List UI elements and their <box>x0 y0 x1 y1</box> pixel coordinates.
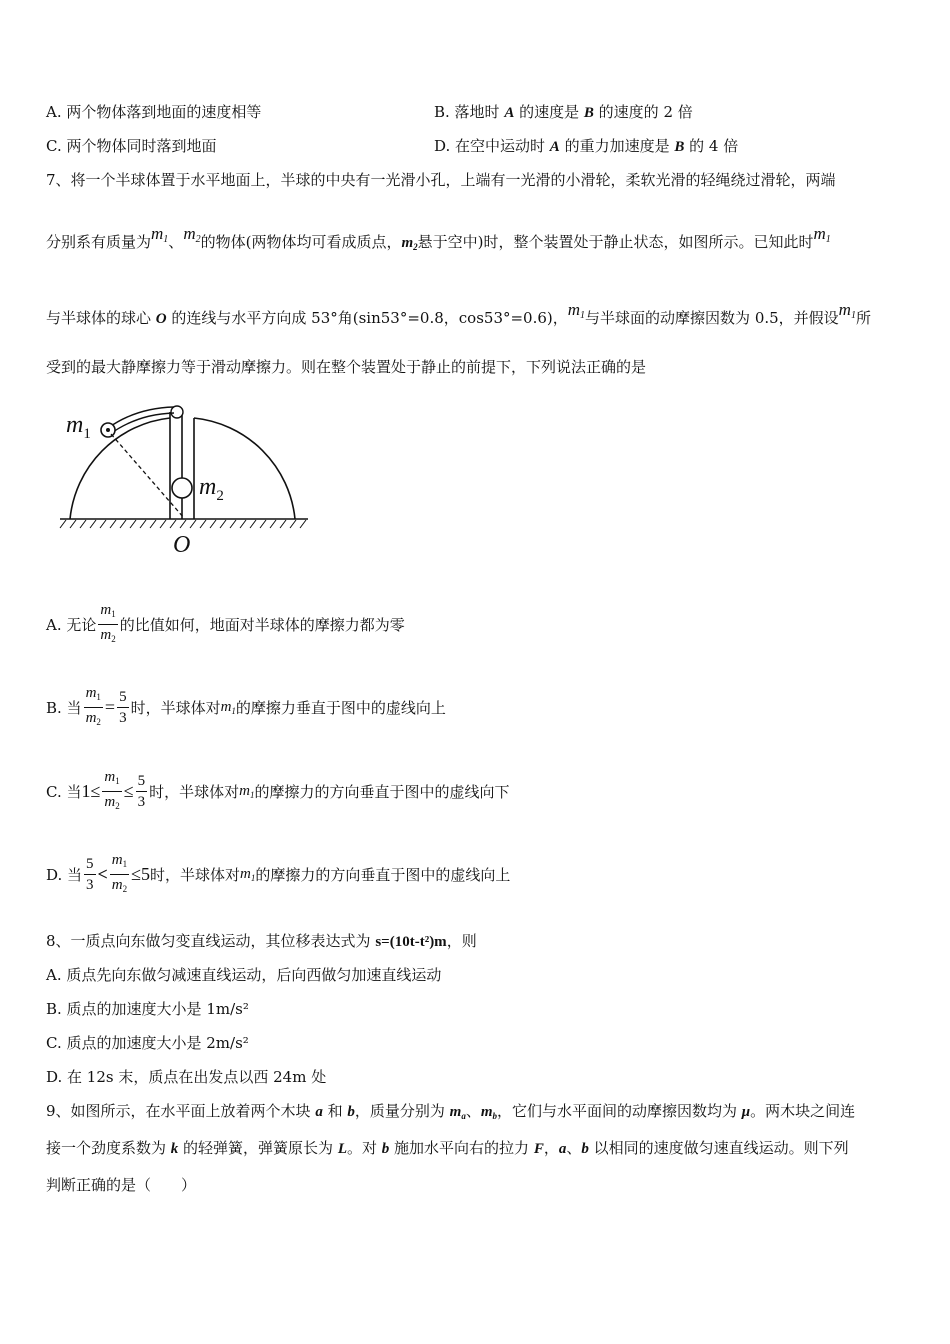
q6-option-c: C. 两个物体同时落到地面 <box>46 137 217 155</box>
q8-option-d: D. 在 12s 末，质点在出发点以西 24m 处 <box>46 1068 327 1086</box>
q9-stem-line2: 接一个劲度系数为 k 的轻弹簧，弹簧原长为 L。对 b 施加水平向右的拉力 F，a、b 以相同的速度做匀速直线运动。则下列 <box>46 1139 849 1157</box>
q8-option-a: A. 质点先向东做匀减速直线运动，后向西做匀加速直线运动 <box>46 966 442 984</box>
q6-option-a: A. 两个物体落到地面的速度相等 <box>46 103 262 121</box>
q7-option-d: D. 当 $\frac{5}{3}$ < $\frac{m_1}{m_2}$ ≤5时，半球体对$m_1$的摩擦力的方向垂直于图中的虚线向上 <box>46 852 511 894</box>
q8-option-c: C. 质点的加速度大小是 2m/s² <box>46 1034 249 1052</box>
q7-option-b: B. 当 $\frac{m_1}{m_2}$ = $\frac{5}{3}$ 时，半球体对$m_1$的摩擦力垂直于图中的虚线向上 <box>46 685 446 727</box>
q7-stem-line4: 受到的最大静摩擦力等于滑动摩擦力。则在整个装置处于静止的前提下，下列说法正确的是 <box>46 358 647 376</box>
q9-stem-line3: 判断正确的是（ ） <box>46 1176 197 1194</box>
figure-label-m1: $m_1$ <box>66 412 91 442</box>
q8-stem: 8、一质点向东做匀变直线运动，其位移表达式为 s=(10t-t²)m，则 <box>46 932 477 950</box>
q9-stem-line1: 9、如图所示，在水平面上放着两个木块 a 和 b，质量分别为 $m_a$、$m_b$，它们与水平面间的动摩擦因数均为 μ。两木块之间连 <box>46 1102 856 1121</box>
q6-option-b: B. 落地时 A 的速度是 B 的速度的 2 倍 <box>434 103 693 121</box>
q6-option-d: D. 在空中运动时 A 的重力加速度是 B 的 4 倍 <box>434 137 739 155</box>
q8-option-b: B. 质点的加速度大小是 1m/s² <box>46 1000 249 1018</box>
hemisphere-figure <box>56 398 326 560</box>
q7-option-c: C. 当1≤ $\frac{m_1}{m_2}$ ≤ $\frac{5}{3}$ 时，半球体对$m_1$的摩擦力的方向垂直于图中的虚线向下 <box>46 769 510 811</box>
q7-stem-line3: 与半球体的球心 O 的连线与水平方向成 53°角(sin53°=0.8，cos53°=0.6)，$m_1$与半球面的动摩擦因数为 0.5，并假设$m_1$所 <box>46 300 871 327</box>
figure-label-m2: $m_2$ <box>199 474 224 504</box>
figure-label-o: O <box>173 532 191 558</box>
q7-stem-line2: 分别系有质量为$m_1$、$m_2$的物体(两物体均可看成质点，$m_2$悬于空中)时，整个装置处于静止状态，如图所示。已知此时$m_1$ <box>46 224 831 252</box>
q7-option-a: A. 无论 $\frac{m_1}{m_2}$ 的比值如何，地面对半球体的摩擦力都为零 <box>46 600 405 649</box>
q7-stem-line1: 7、将一个半球体置于水平地面上，半球的中央有一光滑小孔，上端有一光滑的小滑轮，柔软光滑的轻绳绕过滑轮，两端 <box>46 171 836 189</box>
fraction-m1-m2: $\frac{m_1}{m_2}$ <box>100 602 116 644</box>
